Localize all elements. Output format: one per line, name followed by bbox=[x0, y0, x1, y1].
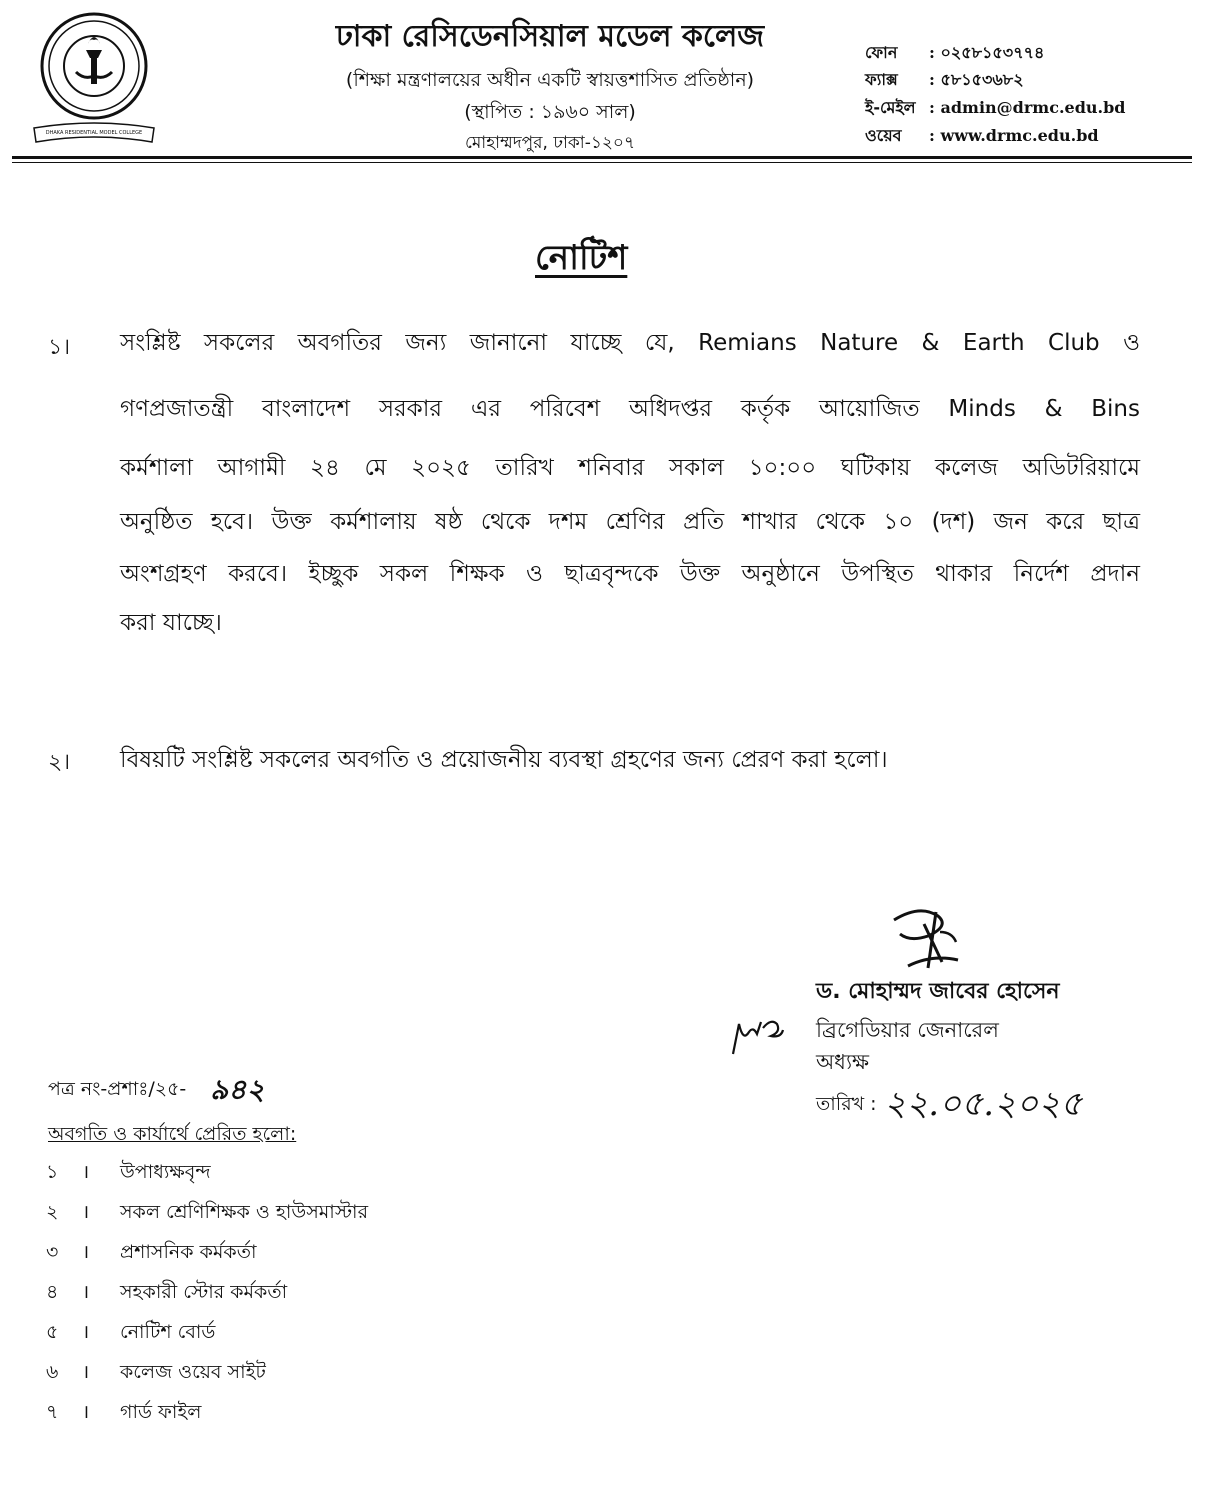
contact-value: : www.drmc.edu.bd bbox=[929, 126, 1099, 145]
contact-label: ই-মেইল bbox=[865, 98, 916, 117]
distribution-item: উপাধ্যক্ষবৃন্দ bbox=[120, 1161, 211, 1183]
distribution-item: কলেজ ওয়েব সাইট bbox=[120, 1361, 266, 1383]
distribution-separator: । bbox=[82, 1241, 90, 1263]
distribution-separator: । bbox=[82, 1281, 90, 1303]
signatory-rank: ব্রিগেডিয়ার জেনারেল bbox=[816, 1018, 999, 1042]
principal-signature bbox=[880, 902, 970, 974]
reference-number: ৯৪২ bbox=[210, 1073, 265, 1106]
contact-label: ফ্যাক্স bbox=[865, 70, 898, 89]
paragraph-line: অনুষ্ঠিত হবে। উক্ত কর্মশালায় ষষ্ঠ থেকে দশম শ্রেণির প্রতি শাখার থেকে ১০ (দশ) জন করে ছাত্র bbox=[120, 509, 1140, 535]
notice-title: নোটিশ bbox=[535, 238, 628, 278]
distribution-separator: । bbox=[82, 1401, 90, 1423]
paragraph-number: ১। bbox=[48, 335, 71, 360]
contact-value: : ০২৫৮১৫৩৭৭৪ bbox=[929, 43, 1045, 62]
paragraph-line: গণপ্রজাতন্ত্রী বাংলাদেশ সরকার এর পরিবেশ অধিদপ্তর কর্তৃক আয়োজিত Minds & Bins bbox=[120, 396, 1140, 422]
header-divider-thin bbox=[12, 162, 1192, 163]
reference-label: পত্র নং-প্রশাঃ/২৫- bbox=[48, 1078, 187, 1100]
distribution-separator: । bbox=[82, 1361, 90, 1383]
paragraph-line: অংশগ্রহণ করবে। ইচ্ছুক সকল শিক্ষক ও ছাত্রবৃন্দকে উক্ত অনুষ্ঠানে উপস্থিত থাকার নির্দেশ প্রদান bbox=[120, 561, 1140, 587]
paragraph-number: ২। bbox=[48, 750, 71, 775]
distribution-separator: । bbox=[82, 1201, 90, 1223]
logo-ribbon-text: DHAKA RESIDENTIAL MODEL COLLEGE bbox=[45, 130, 143, 136]
contact-fax bbox=[865, 67, 1024, 94]
distribution-item: গার্ড ফাইল bbox=[120, 1401, 202, 1423]
distribution-item: সকল শ্রেণিশিক্ষক ও হাউসমাস্টার bbox=[120, 1201, 369, 1223]
distribution-item-number: ৬ bbox=[46, 1361, 59, 1383]
distribution-item: সহকারী স্টোর কর্মকর্তা bbox=[120, 1281, 288, 1303]
paragraph-line: সংশ্লিষ্ট সকলের অবগতির জন্য জানানো যাচ্ছে যে, Remians Nature & Earth Club ও bbox=[120, 330, 1140, 356]
distribution-item-number: ৪ bbox=[46, 1281, 59, 1303]
contact-value: : admin@drmc.edu.bd bbox=[929, 98, 1126, 117]
distribution-item-number: ৩ bbox=[46, 1241, 59, 1263]
college-address: মোহাম্মদপুর, ঢাকা-১২০৭ bbox=[464, 133, 636, 153]
contact-phone bbox=[865, 40, 1044, 67]
header-divider bbox=[12, 156, 1192, 159]
distribution-item-number: ৭ bbox=[46, 1401, 59, 1423]
distribution-separator: । bbox=[82, 1321, 90, 1343]
established-year: (স্থাপিত : ১৯৬০ সাল) bbox=[464, 101, 636, 123]
paragraph-line: কর্মশালা আগামী ২৪ মে ২০২৫ তারিখ শনিবার সকাল ১০:০০ ঘটিকায় কলেজ অডিটরিয়ামে bbox=[120, 455, 1140, 481]
distribution-heading: অবগতি ও কার্যার্থে প্রেরিত হলো: bbox=[48, 1123, 297, 1145]
distribution-item: নোটিশ বোর্ড bbox=[120, 1321, 216, 1343]
date-label: তারিখ : bbox=[816, 1093, 877, 1115]
handwritten-initials bbox=[725, 1012, 789, 1062]
college-name: ঢাকা রেসিডেনসিয়াল মডেল কলেজ bbox=[335, 19, 765, 54]
distribution-item-number: ১ bbox=[46, 1161, 59, 1183]
contact-label: ওয়েব bbox=[865, 126, 902, 145]
distribution-item-number: ৫ bbox=[46, 1321, 59, 1343]
handwritten-date: ২২.০৫.২০২৫ bbox=[884, 1084, 1083, 1124]
signatory-designation: অধ্যক্ষ bbox=[816, 1050, 870, 1074]
distribution-item-number: ২ bbox=[46, 1201, 59, 1223]
college-subtitle: (শিক্ষা মন্ত্রণালয়ের অধীন একটি স্বায়ত্তশাসিত প্রতিষ্ঠান) bbox=[345, 69, 755, 91]
contact-label: ফোন bbox=[865, 43, 898, 62]
signatory-name: ড. মোহাম্মদ জাবের হোসেন bbox=[816, 979, 1060, 1004]
contact-email bbox=[865, 95, 1125, 122]
distribution-separator: । bbox=[82, 1161, 90, 1183]
contact-value: : ৫৮১৫৩৬৮২ bbox=[929, 70, 1024, 89]
distribution-item: প্রশাসনিক কর্মকর্তা bbox=[120, 1241, 257, 1263]
paragraph-line: করা যাচ্ছে। bbox=[120, 610, 222, 636]
college-crest-logo bbox=[28, 10, 160, 150]
contact-website bbox=[865, 123, 1099, 150]
paragraph-line: বিষয়টি সংশ্লিষ্ট সকলের অবগতি ও প্রয়োজনীয় ব্যবস্থা গ্রহণের জন্য প্রেরণ করা হলো। bbox=[120, 747, 888, 773]
